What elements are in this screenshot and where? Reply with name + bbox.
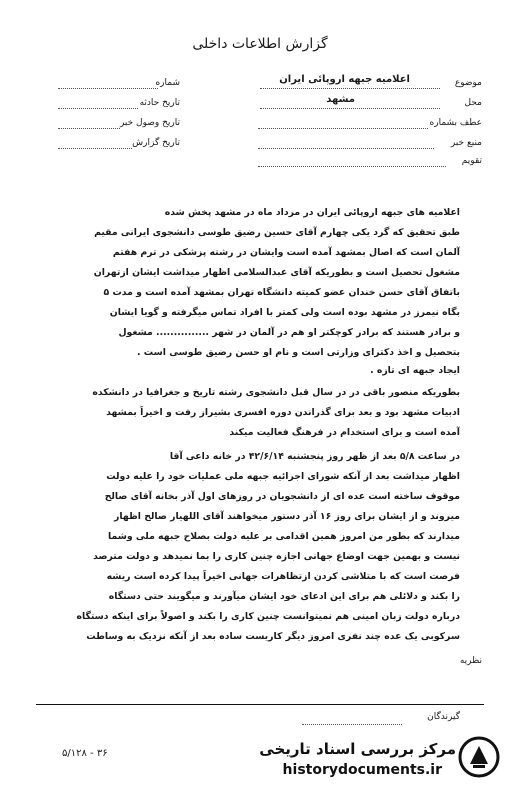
source-label: منبع خبر <box>450 138 482 148</box>
incident-date-rule <box>58 108 138 109</box>
body-line: در ساعت ۵/۸ بعد از ظهر روز پنجشنبه ۴۲/۶/۱۴ در خانه داعی آقا <box>169 451 460 462</box>
watermark-url: historydocuments.ir <box>282 762 442 778</box>
body-line: باتفاق آقای حسن خندان عضو کمیته دانشگاه تهران بمشهد آمده است و مدت ۵ <box>103 287 460 298</box>
document-code: ۵/۱۲۸ - ۳۶ <box>62 748 108 759</box>
body-line: بتحصیل و اخذ دکترای وزارتی است و نام او حسن رضیق طوسی است . <box>137 347 460 358</box>
body-line: مشغول تحصیل است و بطوریکه آقای عبدالسلامی اظهار میداشت ایشان ازتهران <box>93 267 460 278</box>
body-line: را بکند و دلائلی هم برای این ادعای خود ایشان میآورند و میگویند حتی دستگاه <box>108 591 460 602</box>
source-rule <box>258 148 434 149</box>
body-line: موقوف ساخته است عده ای از دانشجویان در روزهای اول آذر بخانه آقای صالح <box>104 491 460 502</box>
body-line: و برادر هستند که برادر کوچکتر او هم در آلمان در شهر ............... مشغول <box>118 327 460 338</box>
reference-label: عطف بشماره <box>429 118 482 128</box>
receivers-rule <box>302 724 402 725</box>
archive-logo-icon <box>458 736 500 778</box>
opinion-label: نظریه <box>459 656 482 666</box>
body-line: اعلامیه های جبهه اروپائی ایران در مرداد ماه در مشهد پخش شده <box>164 207 460 218</box>
news-date-rule <box>58 128 120 129</box>
report-title: گزارش اطلاعات داخلی <box>192 36 328 52</box>
body-line: بطوریکه منصور باقی در در سال قبل دانشجوی رشته تاریخ و جغرافیا در دانشکده <box>92 387 460 398</box>
watermark-title: مرکز بررسی اسناد تاریخی <box>259 740 456 758</box>
subject-rule <box>260 88 440 89</box>
news-date-label: تاریخ وصول خبر <box>119 118 180 128</box>
body-line: سرکوبی یک عده چند نفری امروز دیگر کاریست ساده بعد از آنکه نزدیک به وساطت <box>86 631 460 642</box>
footer-divider <box>36 704 484 705</box>
evaluation-label: تقویم <box>461 156 482 166</box>
body-line: درباره دولت زبان امینی هم نمیتوانست چنین کاری را بکند و اصولاً برای اینکه دستگاه <box>76 611 460 622</box>
body-line: آمده است و برای استخدام در فرهنگ فعالیت میکند <box>229 427 460 438</box>
evaluation-rule <box>258 166 446 167</box>
number-label: شماره <box>155 78 180 88</box>
incident-date-label: تاریخ حادثه <box>139 98 180 108</box>
body-line: فرصت است که با متلاشی کردن ازتظاهرات جهانی اخیراً پیدا کرده است ریشه <box>106 571 460 582</box>
body-line: آلمان است که اصال بمشهد آمده است وایشان در رشته پزشکی در ترم هفتم <box>112 247 460 258</box>
body-line: نیست و بهمین جهت اوضاع جهانی اجازه چنین کاری را بما نمیدهد و دولت مترصد <box>93 551 460 562</box>
body-line: بگاه نیمرز در مشهد بوده است ولی کمتر با افراد تماس میگرفته و گویا ایشان <box>109 307 460 318</box>
place-label: محل <box>464 98 482 108</box>
place-rule <box>260 108 440 109</box>
place-value: مشهد <box>326 94 355 105</box>
body-line: طبق تحقیق که گرد یکی چهارم آقای حسین رضیق طوسی دانشجوی ایرانی مقیم <box>94 227 460 238</box>
body-line: اظهار میداشت بعد از آنکه شورای اجرائیه جبهه ملی عملیات خود را علیه دولت <box>106 471 460 482</box>
body-line: میروند و از ایشان برای روز ۱۶ آذر دستور میخواهند آقای اللهیار صالح اظهار <box>114 511 460 522</box>
body-line: میدارند که بطور من امروز همین اقدامی بر علیه دولت بصلاح جبهه ملی وشما <box>107 531 460 542</box>
body-heading: ایجاد جبهه ای تازه . <box>370 365 460 376</box>
number-rule <box>58 88 158 89</box>
receivers-label: گیرندگان <box>427 712 460 722</box>
report-date-rule <box>58 148 132 149</box>
subject-value: اعلامیه جبهه اروپائی ایران <box>279 74 410 85</box>
report-date-label: تاریخ گزارش <box>132 138 180 148</box>
reference-rule <box>258 128 428 129</box>
body-line: ادبیات مشهد بود و بعد برای گذراندن دوره افسری بشیراز رفت و اخیراً بمشهد <box>106 407 460 418</box>
subject-label: موضوع <box>454 78 482 88</box>
